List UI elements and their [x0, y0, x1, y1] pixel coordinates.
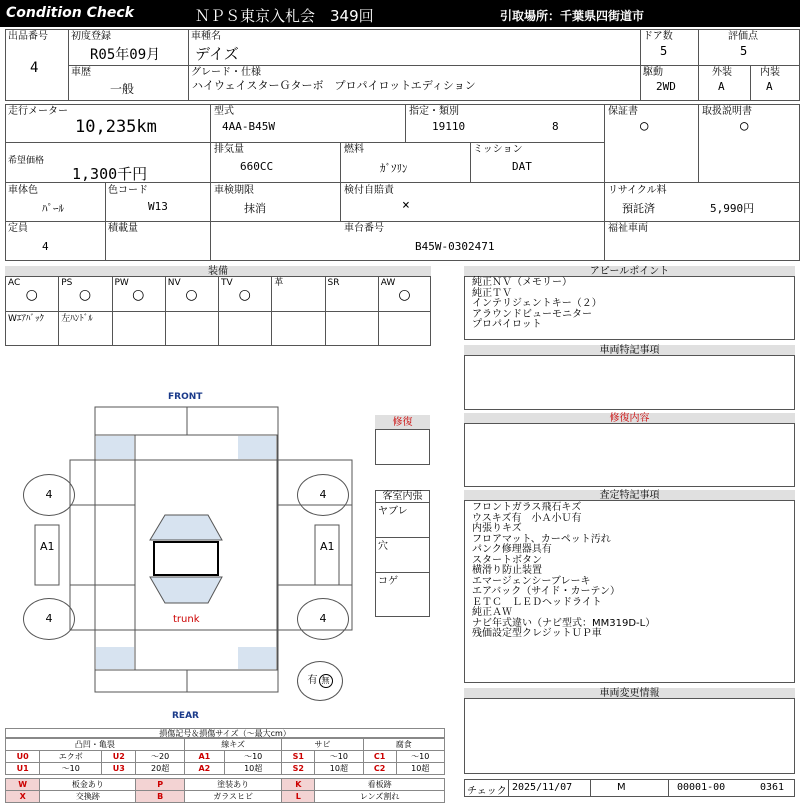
drive-value: 2WD	[656, 80, 676, 93]
trunk-label: trunk	[173, 614, 200, 625]
pickup-location: 引取場所：千葉県四街道市	[500, 9, 645, 23]
legend-cell: A2	[184, 763, 224, 775]
history-label: 車歴	[71, 67, 91, 78]
legend-cell: W	[6, 779, 40, 791]
price-value: 1,300千円	[72, 165, 148, 183]
history-value: 一般	[110, 82, 135, 96]
repair-box-title: 修復	[375, 415, 430, 430]
class-value: 8	[552, 120, 559, 133]
tire-rear-right: 4	[297, 598, 349, 640]
colorcode-label: 色コード	[108, 185, 148, 196]
legend-cell: 塗装あり	[184, 779, 282, 791]
equipment-label: 革	[274, 278, 284, 288]
legend-cell: X	[6, 791, 40, 803]
legend-cell: K	[282, 779, 315, 791]
colorcode-value: W13	[148, 200, 168, 213]
front-label: FRONT	[168, 392, 203, 402]
lot-label: 出品番号	[8, 31, 48, 42]
legend-cell: C2	[363, 763, 396, 775]
displacement-label: 排気量	[214, 144, 244, 155]
equipment-label: 左ﾊﾝﾄﾞﾙ	[61, 314, 93, 324]
warranty-value: ○	[640, 118, 649, 134]
recycle-status: 預託済	[622, 202, 655, 215]
legend-head: 腐食	[363, 739, 444, 751]
equipment-label: Wｴｱﾊﾞｯｸ	[8, 314, 44, 324]
legend-cell: A1	[184, 751, 224, 763]
grade-value: ハイウェイスターＧターボ プロパイロットエディション	[192, 79, 476, 92]
side-right-mark: A1	[320, 540, 335, 553]
equipment-label: TV	[221, 278, 233, 288]
legend-head: 線キズ	[184, 739, 282, 751]
side-left-mark: A1	[40, 540, 55, 553]
legend-cell: U0	[6, 751, 40, 763]
equipment-label: NV	[167, 278, 181, 288]
rear-label: REAR	[172, 711, 199, 721]
drive-label: 駆動	[643, 67, 663, 78]
tire-rear-left: 4	[23, 598, 75, 640]
int-label: 内装	[760, 67, 780, 78]
legend-cell: U3	[102, 763, 136, 775]
spare-mark: 無	[319, 674, 333, 688]
liability-value: ×	[402, 198, 410, 213]
first-reg-label: 初度登録	[71, 31, 111, 42]
repair-content-section	[464, 413, 795, 487]
warranty-label: 保証書	[608, 106, 638, 117]
model-label: 型式	[214, 106, 234, 117]
legend-head: サビ	[282, 739, 363, 751]
interior-item: コゲ	[378, 576, 398, 587]
legend-cell: 〜10	[224, 751, 282, 763]
load-label: 積載量	[108, 223, 138, 234]
legend-cell: S2	[282, 763, 315, 775]
equipment-label: AC	[8, 278, 21, 288]
model-value: 4AA-B45W	[222, 120, 275, 133]
capacity-label: 定員	[8, 223, 28, 234]
interior-item: ヤブレ	[378, 506, 408, 517]
equipment-mark: ○	[398, 287, 411, 303]
designation-label: 指定・類別	[409, 106, 459, 117]
ext-label: 外装	[712, 67, 732, 78]
chassis-label: 車台番号	[344, 223, 384, 234]
int-value: A	[766, 80, 773, 93]
brand-title: Condition Check	[6, 5, 134, 21]
fuel-value: ｶﾞｿﾘﾝ	[380, 162, 408, 175]
legend-cell: 〜10	[396, 751, 444, 763]
doors-value: 5	[660, 44, 668, 58]
recycle-value: 5,990円	[710, 202, 755, 215]
welfare-label: 福祉車両	[608, 223, 648, 234]
inspection-notes-text: フロントガラス飛石キズ ウスキズ有 小Ａ小Ｕ有 内張りキズ フロアマット、カーペット汚れ パンク修理器具有 スタートボタン 横滑り防止装置 エマージェンシーブレーキ エアバック（サイド・カーテン） ＥＴＣ ＬＥＤヘッドライト 純正ＡＷ ナビ年式違い（ナビ型式：MM319D-L） 残価設定型クレジットＵＰ車	[472, 502, 656, 639]
price-label: 希望価格	[8, 156, 45, 166]
legend-cell: P	[136, 779, 184, 791]
mileage-label: 走行メーター	[8, 106, 68, 117]
spare-label: 有	[307, 675, 318, 686]
equipment-mark: ○	[185, 287, 198, 303]
manual-value: ○	[740, 118, 749, 134]
tire-front-left: 4	[23, 474, 75, 516]
tire-front-right: 4	[297, 474, 349, 516]
legend-cell: C1	[363, 751, 396, 763]
capacity-value: 4	[42, 240, 49, 253]
legend-cell: 交換跡	[40, 791, 136, 803]
spare-tire	[297, 661, 343, 701]
lot-value: 4	[30, 60, 39, 76]
legend-cell: 10超	[396, 763, 444, 775]
legend	[5, 728, 445, 803]
legend-cell: 看板跡	[315, 779, 445, 791]
auction-title: ＮＰＳ東京入札会 349回	[195, 7, 374, 25]
check-label: チェック	[467, 786, 507, 797]
manual-label: 取扱説明書	[702, 106, 752, 117]
legend-title: 損傷記号＆損傷サイズ（〜最大cm）	[5, 728, 445, 738]
legend-cell: B	[136, 791, 184, 803]
mission-value: DAT	[512, 160, 532, 173]
legend-cell: 20超	[136, 763, 184, 775]
legend-cell: 10超	[224, 763, 282, 775]
color-label: 車体色	[8, 185, 38, 196]
equipment-label: AW	[380, 278, 396, 288]
repair-content-title: 修復内容	[464, 413, 795, 424]
record-number: 0361	[760, 782, 785, 793]
special-title: 車両特記事項	[464, 345, 795, 356]
check-date: 2025/11/07	[512, 782, 573, 793]
legend-cell: ガラスヒビ	[184, 791, 282, 803]
score-value: 5	[740, 44, 748, 58]
designation-value: 19110	[432, 120, 466, 133]
legend-cell: S1	[282, 751, 315, 763]
appeal-title: アピールポイント	[464, 266, 795, 277]
change-title: 車両変更情報	[464, 688, 795, 699]
appeal-text: 純正ＮＶ（メモリー） 純正ＴＶ インテリジェントキー（２） アラウンドビューモニター プロパイロット	[472, 277, 602, 330]
chassis-value: B45W-0302471	[415, 240, 495, 253]
ext-value: A	[718, 80, 725, 93]
liability-label: 検付自賠責	[344, 185, 394, 196]
legend-cell: 〜20	[136, 751, 184, 763]
equipment-label: PS	[61, 278, 73, 288]
color-value: ﾊﾟｰﾙ	[42, 202, 64, 215]
fuel-label: 燃料	[344, 144, 364, 155]
inspection-value: 抹消	[244, 202, 266, 215]
first-reg-value: R05年09月	[90, 47, 161, 63]
score-label: 評価点	[728, 31, 758, 42]
name-value: デイズ	[195, 45, 239, 63]
legend-cell: U2	[102, 751, 136, 763]
legend-cell: 〜10	[315, 751, 363, 763]
inspection-notes-title: 査定特記事項	[464, 490, 795, 501]
mission-label: ミッション	[473, 144, 523, 155]
legend-cell: 10超	[315, 763, 363, 775]
record-code: 00001-00	[677, 782, 726, 793]
legend-cell: U1	[6, 763, 40, 775]
mileage-value: 10,235km	[75, 117, 157, 137]
header-bar	[0, 0, 800, 27]
legend-cell: レンズ割れ	[315, 791, 445, 803]
equipment-label: SR	[327, 278, 340, 288]
legend-cell: 板金あり	[40, 779, 136, 791]
equipment-mark: ○	[25, 287, 38, 303]
interior-title: 客室内張	[375, 490, 430, 503]
recycle-label: リサイクル料	[608, 185, 667, 196]
check-code: M	[617, 782, 626, 793]
equipment-mark: ○	[132, 287, 145, 303]
legend-cell: L	[282, 791, 315, 803]
name-label: 車種名	[191, 31, 221, 42]
equipment-title: 装備	[5, 266, 431, 277]
legend-cell: 〜10	[40, 763, 102, 775]
displacement-value: 660CC	[240, 160, 274, 173]
doors-label: ドア数	[643, 31, 673, 42]
equipment-mark: ○	[78, 287, 92, 303]
legend-head: 凸凹・亀裂	[6, 739, 185, 751]
interior-item: 穴	[378, 541, 388, 552]
equipment-mark: ○	[238, 287, 251, 303]
legend-cell: エクボ	[40, 751, 102, 763]
change-section	[464, 688, 795, 774]
inspection-label: 車検期限	[214, 185, 254, 196]
equipment-label: PW	[114, 278, 129, 288]
grade-label: グレード・仕様	[191, 67, 261, 78]
